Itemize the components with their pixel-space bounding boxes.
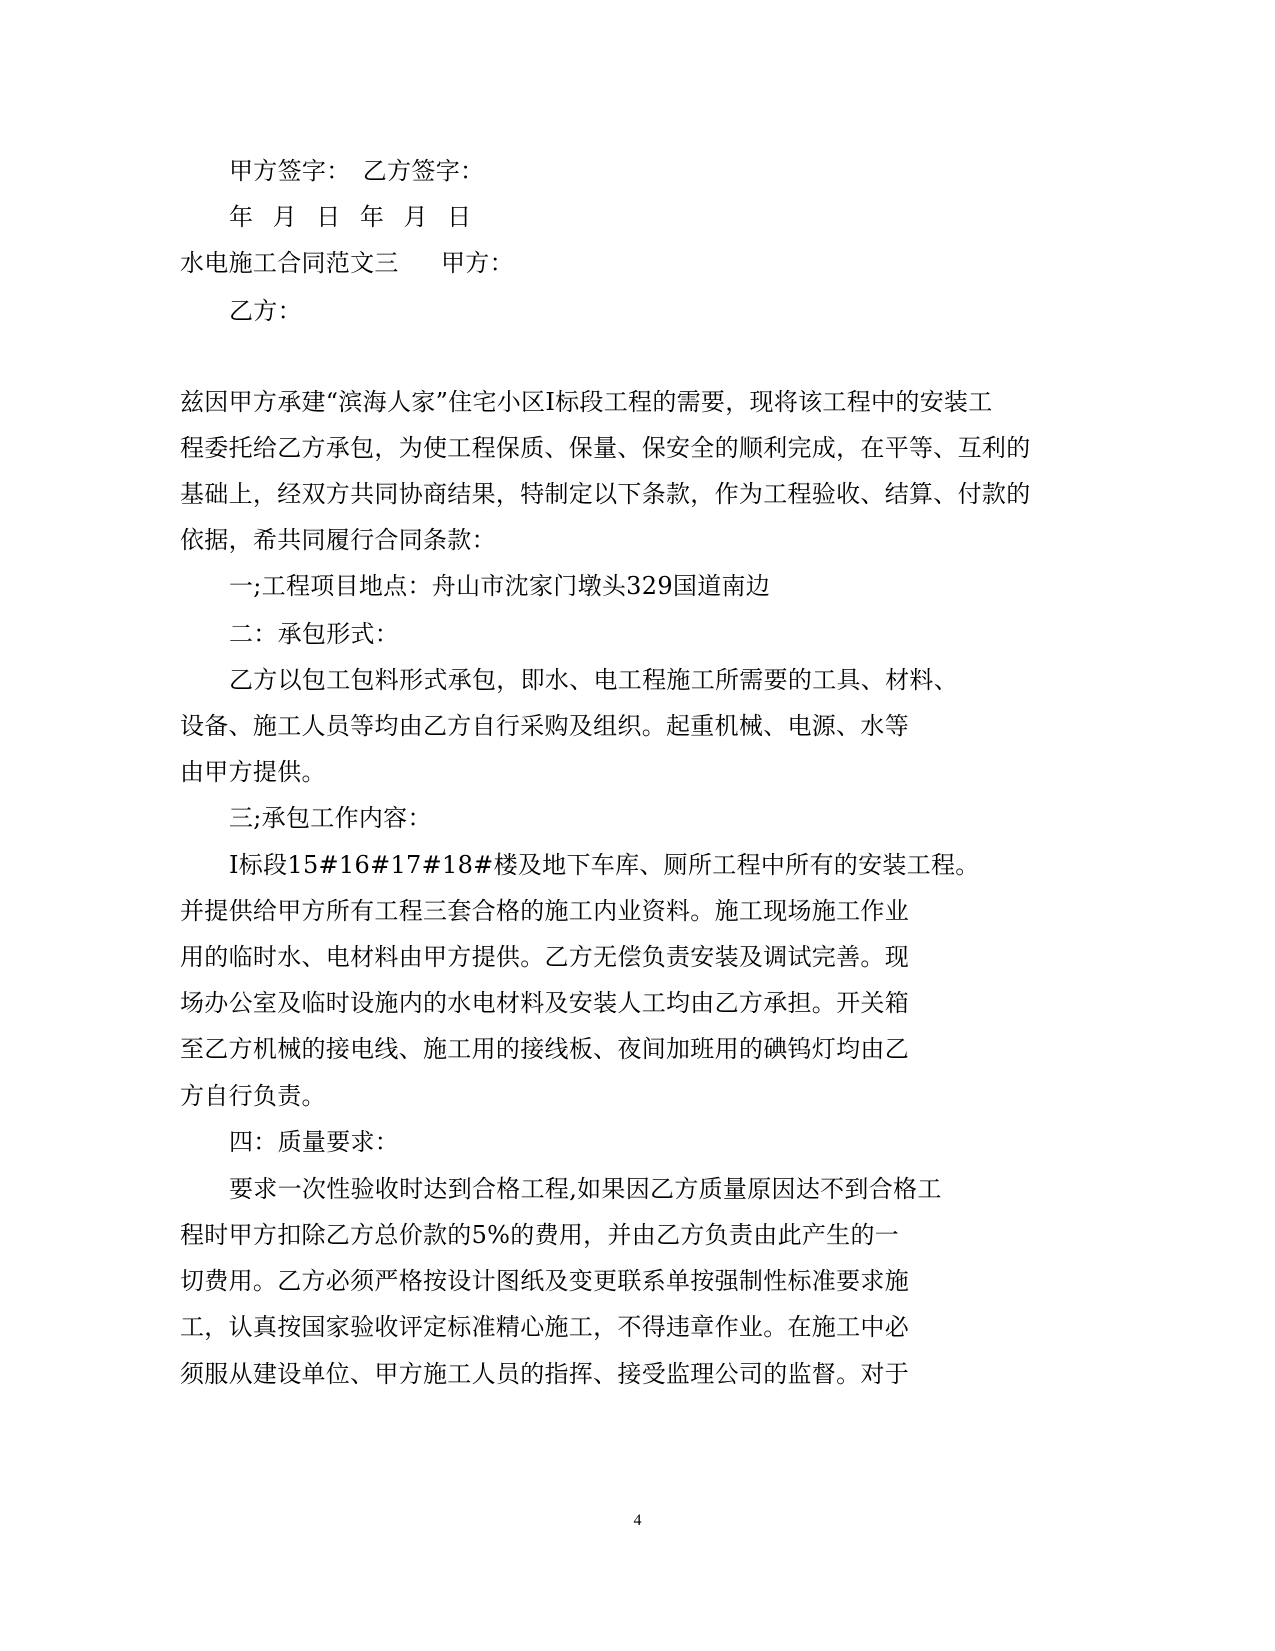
- party-a-label: 甲方：: [441, 249, 514, 277]
- work-scope-line: Ⅰ标段15#16#17#18#楼及地下车库、厕所工程中所有的安装工程。: [229, 851, 980, 879]
- section-heading-work-scope: 三;承包工作内容：: [229, 804, 432, 832]
- party-b-label: 乙方：: [229, 297, 302, 325]
- intro-line: 兹因甲方承建“滨海人家”住宅小区Ⅰ标段工程的需要，现将该工程中的安装工: [180, 388, 993, 416]
- quality-line: 切费用。乙方必须严格按设计图纸及变更联系单按强制性标准要求施: [180, 1267, 909, 1295]
- quality-line: 工，认真按国家验收评定标准精心施工，不得违章作业。在施工中必: [180, 1313, 909, 1341]
- quality-line: 程时甲方扣除乙方总价款的5%的费用，并由乙方负责由此产生的一: [180, 1221, 900, 1249]
- intro-line: 依据，希共同履行合同条款：: [180, 526, 496, 554]
- signature-line: 甲方签字： 乙方签字：: [229, 157, 485, 185]
- work-scope-line: 至乙方机械的接电线、施工用的接线板、夜间加班用的碘钨灯均由乙: [180, 1035, 909, 1063]
- intro-line: 基础上，经双方共同协商结果，特制定以下条款，作为工程验收、结算、付款的: [180, 480, 1031, 508]
- work-scope-line: 用的临时水、电材料由甲方提供。乙方无偿负责安装及调试完善。现: [180, 943, 909, 971]
- contract-form-line: 设备、施工人员等均由乙方自行采购及组织。起重机械、电源、水等: [180, 712, 909, 740]
- intro-line: 程委托给乙方承包，为使工程保质、保量、保安全的顺利完成，在平等、互利的: [180, 434, 1031, 462]
- section-heading-quality: 四：质量要求：: [229, 1128, 400, 1156]
- signature-date-line: 年 月 日 年 月 日: [229, 203, 478, 231]
- section-project-location: 一;工程项目地点：舟山市沈家门墩头329国道南边: [229, 572, 771, 600]
- section-heading-contract-form: 二：承包形式：: [229, 620, 400, 648]
- quality-line: 要求一次性验收时达到合格工程,如果因乙方质量原因达不到合格工: [229, 1175, 942, 1203]
- work-scope-line: 方自行负责。: [180, 1082, 326, 1110]
- work-scope-line: 并提供给甲方所有工程三套合格的施工内业资料。施工现场施工作业: [180, 897, 909, 925]
- page-number: 4: [633, 1512, 642, 1529]
- contract-title: 水电施工合同范文三: [180, 249, 399, 277]
- contract-form-line: 由甲方提供。: [180, 758, 326, 786]
- contract-form-line: 乙方以包工包料形式承包，即水、电工程施工所需要的工具、材料、: [229, 666, 958, 694]
- quality-line: 须服从建设单位、甲方施工人员的指挥、接受监理公司的监督。对于: [180, 1360, 909, 1388]
- work-scope-line: 场办公室及临时设施内的水电材料及安装人工均由乙方承担。开关箱: [180, 989, 909, 1017]
